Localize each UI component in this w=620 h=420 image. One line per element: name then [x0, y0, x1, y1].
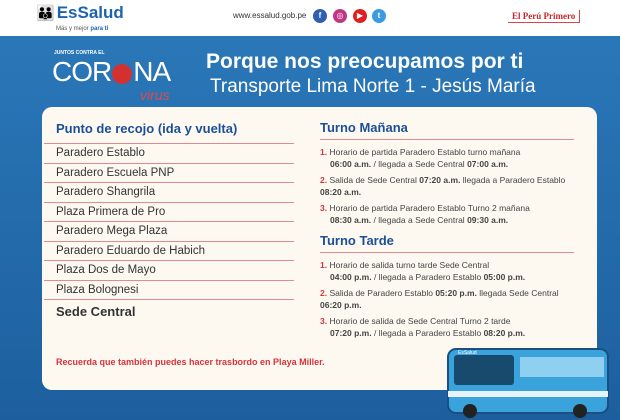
time: 07:00 a.m.: [467, 159, 509, 169]
list-item: Plaza Dos de Mayo: [44, 260, 294, 280]
item-text: / llegada a Sede Central: [371, 215, 468, 225]
list-item: Paradero Shangrila: [44, 182, 294, 202]
schedule-item: [320, 315, 582, 339]
item-text: Horario de salida de Sede Central Turno 2 tarde: [329, 316, 511, 326]
list-item: Paradero Mega Plaza: [44, 221, 294, 241]
item-text: llegada Sede Central: [476, 288, 559, 298]
facebook-icon[interactable]: f: [313, 9, 327, 23]
youtube-icon[interactable]: ▶: [353, 9, 367, 23]
item-text: Salida de Sede Central: [329, 175, 420, 185]
item-text: Horario de partida Paradero Establo turno mañana: [329, 147, 521, 157]
page-subtitle: Transporte Lima Norte 1 - Jesús María: [210, 76, 536, 97]
time: 08:30 a.m.: [330, 215, 372, 225]
item-number: 2.: [320, 175, 328, 185]
time: 07:20 p.m.: [330, 328, 372, 338]
bus-illustration: [440, 345, 610, 420]
time: 04:00 p.m.: [330, 272, 372, 282]
item-number: 3.: [320, 316, 328, 326]
schedule-item: [320, 174, 582, 198]
transfer-note: Recuerda que también puedes hacer trasbordo en Playa Miller.: [56, 357, 325, 367]
peru-primero-logo: El Perú Primero: [508, 10, 580, 23]
virus-icon: [112, 64, 132, 84]
item-text: / llegada a Paradero Establo: [371, 328, 484, 338]
website-link[interactable]: www.essalud.gob.pe: [233, 11, 307, 20]
campaign-kicker: JUNTOS CONTRA EL: [54, 50, 105, 56]
essalud-logo[interactable]: [36, 3, 124, 24]
list-item: Plaza Primera de Pro: [44, 202, 294, 222]
item-text: / llegada a Sede Central: [371, 159, 468, 169]
instagram-icon[interactable]: ◎: [333, 9, 347, 23]
time: 05:00 p.m.: [483, 272, 526, 282]
time: 09:30 a.m.: [467, 215, 509, 225]
item-text: / llegada a Paradero Establo: [371, 272, 484, 282]
bus-label: EsSalud: [458, 350, 477, 356]
list-item: Paradero Establo: [44, 143, 294, 163]
list-item: Paradero Escuela PNP: [44, 163, 294, 183]
brand-name: EsSalud: [56, 3, 124, 22]
page-title: Porque nos preocupamos por ti: [206, 50, 524, 73]
corona-logo: [52, 57, 170, 87]
pickup-title: Punto de recojo (ida y vuelta): [56, 121, 238, 136]
time: 05:20 p.m.: [435, 288, 477, 298]
item-text: Horario de salida turno tarde Sede Central: [329, 260, 490, 270]
item-number: 2.: [320, 288, 328, 298]
time: 08:20 p.m.: [483, 328, 526, 338]
item-number: 1.: [320, 147, 328, 157]
list-item: Paradero Eduardo de Habich: [44, 241, 294, 261]
time: 08:20 a.m.: [320, 187, 362, 197]
item-text: Horario de partida Paradero Establo Turno 2 mañana: [329, 203, 530, 213]
time: 06:20 p.m.: [320, 300, 362, 310]
list-item: Plaza Bolognesi: [44, 280, 294, 300]
virus-text: virus: [140, 87, 170, 103]
header: [0, 0, 620, 36]
schedule-item: [320, 202, 582, 226]
schedule-item: [320, 287, 582, 311]
time: 07:20 a.m.: [419, 175, 461, 185]
item-number: 1.: [320, 260, 328, 270]
tagline: [56, 26, 108, 33]
item-text: llegada a Paradero Establo: [460, 175, 566, 185]
schedule-item: [320, 259, 582, 283]
destination-item: Sede Central: [44, 299, 294, 323]
item-number: 3.: [320, 203, 328, 213]
morning-title: Turno Mañana: [320, 120, 574, 140]
time: 06:00 a.m.: [330, 159, 372, 169]
corona-text-a: COR: [52, 56, 112, 87]
schedule-item: [320, 146, 582, 170]
tagline-bold: para ti: [90, 26, 109, 32]
afternoon-title: Turno Tarde: [320, 233, 574, 253]
item-text: Salida de Paradero Establo: [329, 288, 436, 298]
family-icon: 👪: [36, 5, 55, 22]
corona-text-b: NA: [133, 56, 171, 87]
tagline-text: Más y mejor: [56, 26, 89, 32]
twitter-icon[interactable]: t: [372, 9, 386, 23]
